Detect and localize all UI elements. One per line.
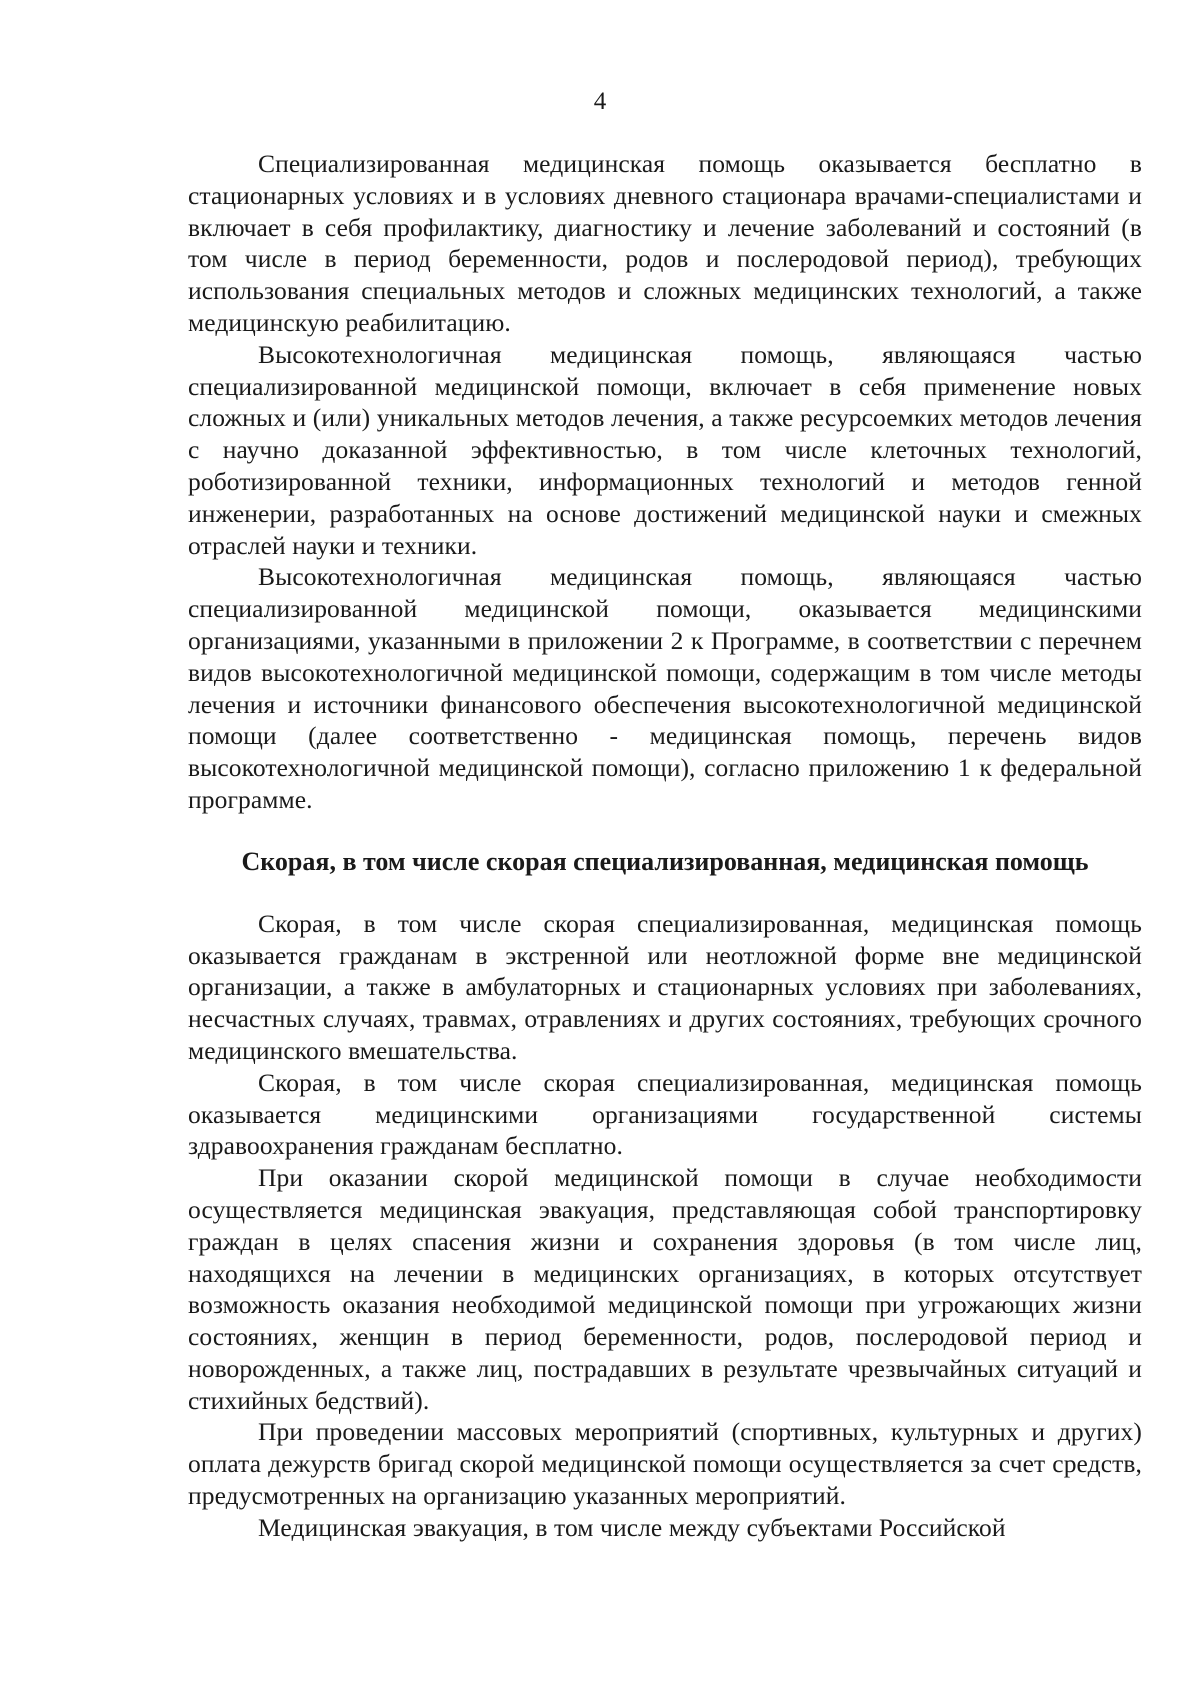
paragraph-emergency-care-definition: Скорая, в том числе скорая специализированная, медицинская помощь оказывается гражданам в экстренной или неотложной форме вне медицинской организации, а также в амбулаторных и стационарных условиях при заболеваниях, несчастных случаях, травмах, отравлениях и других состояниях, требующих срочного медицинского вмешательства. [188, 908, 1142, 1065]
paragraph-high-tech-care-definition: Высокотехнологичная медицинская помощь, являющаяся частью специализированной медицинской помощи, включает в себя применение новых сложных и (или) уникальных методов лечения, а также ресурсоемких методов лечения с научно доказанной эффективностью, в том числе клеточных технологий, роботизированной техники, информационных технологий и методов генной инженерии, разработанных на основе достижений медицинской науки и смежных отраслей науки и техники. [188, 339, 1142, 560]
paragraph-emergency-care-free: Скорая, в том числе скорая специализированная, медицинская помощь оказывается медицинскими организациями государственной системы здравоохранения гражданам бесплатно. [188, 1067, 1142, 1161]
paragraph-mass-events: При проведении массовых мероприятий (спортивных, культурных и других) оплата дежурств бригад скорой медицинской помощи осуществляется за счет средств, предусмотренных на организацию указанных мероприятий. [188, 1417, 1142, 1511]
paragraph-high-tech-care-providers: Высокотехнологичная медицинская помощь, являющаяся частью специализированной медицинской помощи, оказывается медицинскими организациями, указанными в приложении 2 к Программе, в соответствии с перечнем видов высокотехнологичной медицинской помощи, содержащим в том числе методы лечения и источники финансового обеспечения высокотехнологичной медицинской помощи (далее соответственно - медицинская помощь, перечень видов высокотехнологичной медицинской помощи), согласно приложению 1 к федеральной программе. [188, 562, 1142, 814]
section-heading-emergency-care: Скорая, в том числе скорая специализированная, медицинская помощь [241, 846, 1089, 876]
page-body [188, 148, 1142, 1544]
paragraph-evacuation-between-regions: Медицинская эвакуация, в том числе между субъектами Российской [258, 1512, 1006, 1542]
paragraph-specialized-care: Специализированная медицинская помощь оказывается бесплатно в стационарных условиях и в условиях дневного стационара врачами-специалистами и включает в себя профилактику, диагностику и лечение заболеваний и состояний (в том числе в период беременности, родов и послеродовой период), требующих использования специальных методов и сложных медицинских технологий, а также медицинскую реабилитацию. [188, 149, 1142, 337]
page-number: 4 [593, 88, 607, 115]
paragraph-medical-evacuation: При оказании скорой медицинской помощи в случае необходимости осуществляется медицинская эвакуация, представляющая собой транспортировку граждан в целях спасения жизни и сохранения здоровья (в том числе лиц, находящихся на лечении в медицинских организациях, в которых отсутствует возможность оказания необходимой медицинской помощи при угрожающих жизни состояниях, женщин в период беременности, родов, послеродовой период и новорожденных, а также лиц, пострадавших в результате чрезвычайных ситуаций и стихийных бедствий). [188, 1163, 1142, 1415]
